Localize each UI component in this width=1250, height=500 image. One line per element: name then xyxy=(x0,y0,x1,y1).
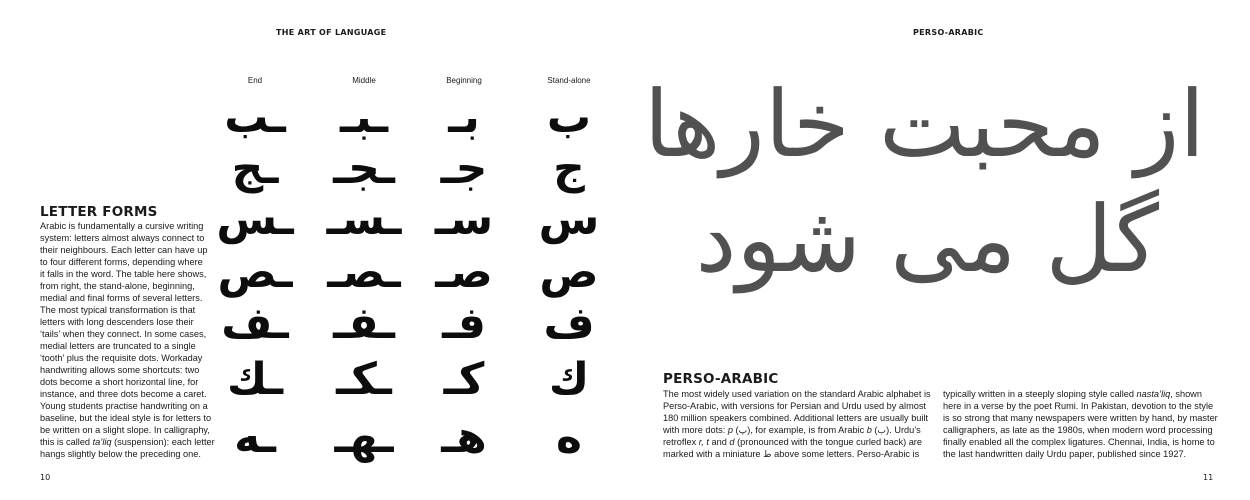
letter-form-standalone-row-3: س xyxy=(538,194,600,245)
body-line xyxy=(40,436,214,448)
table-header-beginning: Beginning xyxy=(446,76,482,85)
body-line-text: , shown xyxy=(1170,389,1202,399)
body-line: from right, the stand-alone, beginning, xyxy=(40,281,195,291)
body-line: hangs slightly below the preceding one. xyxy=(40,449,201,459)
letter-form-standalone-row-1: ب xyxy=(546,92,592,143)
running-head-left: THE ART OF LANGUAGE xyxy=(276,28,387,37)
body-line-text: retroflex xyxy=(663,437,699,447)
body-line-text: (پ), for example, is from Arabic xyxy=(732,425,867,435)
body-line: be written on a slight slope. In calligraphy, xyxy=(40,425,210,435)
letter-form-beginning-row-7: هـ xyxy=(441,412,487,463)
body-line: here in a verse by the poet Rumi. In Pakistan, devotion to the style xyxy=(943,401,1214,411)
body-line: ‘tooth’ plus the requisite dots. Workaday xyxy=(40,353,203,363)
body-line-text: (pronounced with the tongue curled back) are xyxy=(734,437,922,447)
nastaliq-calligraphy-image xyxy=(643,60,1205,340)
calligraphy-line-1: از محبت خارها xyxy=(643,71,1205,178)
letter-form-standalone-row-7: ه xyxy=(556,412,582,463)
body-line: Perso-Arabic, with versions for Persian and Urdu used by almost xyxy=(663,401,926,411)
body-line: medial and final forms of several letters. xyxy=(40,293,203,303)
body-line: their neighbours. Each letter can have up xyxy=(40,245,208,255)
body-line-text: with more dots: xyxy=(663,425,728,435)
letter-form-middle-row-1: ـبـ xyxy=(339,92,389,143)
body-line: 180 million speakers combined. Additional letters are usually built xyxy=(663,413,929,423)
page-number-left: 10 xyxy=(40,473,51,482)
letter-form-middle-row-3: ـسـ xyxy=(326,194,402,245)
body-line: The most widely used variation on the standard Arabic alphabet is xyxy=(663,389,931,399)
body-line: marked with a miniature ط above some letters. Perso-Arabic is xyxy=(663,449,920,459)
perso-arabic-body-column-2 xyxy=(943,388,1218,460)
running-head-right: PERSO-ARABIC xyxy=(913,28,984,37)
body-line: ‘tails’ when they connect. In some cases, xyxy=(40,329,207,339)
letter-form-middle-row-7: ـهـ xyxy=(334,412,394,463)
body-line: it falls in the word. The table here shows, xyxy=(40,269,207,279)
table-header-end: End xyxy=(247,76,263,85)
body-line xyxy=(663,436,926,448)
letter-form-standalone-row-2: ج xyxy=(553,143,585,194)
letter-form-middle-row-2: ـجـ xyxy=(333,143,395,194)
page-number-right: 11 xyxy=(1203,473,1214,482)
italic-term-taliq: ta’liq xyxy=(92,437,112,447)
table-header-middle: Middle xyxy=(352,76,376,85)
body-line: Young students practise handwriting on a xyxy=(40,401,208,411)
body-line xyxy=(943,388,1211,400)
letter-form-beginning-row-2: جـ xyxy=(440,143,488,194)
body-line: baseline, but the ideal style is for letters to xyxy=(40,413,212,423)
body-line: to four different forms, depending where xyxy=(40,257,203,267)
italic-letters-r-t: r, t xyxy=(698,437,709,447)
body-line: dots become a short horizontal line, for xyxy=(40,377,199,387)
table-header-stand-alone: Stand-alone xyxy=(547,76,591,85)
body-line-text: and xyxy=(708,437,730,447)
letter-form-middle-row-5: ـفـ xyxy=(333,298,395,349)
letter-form-beginning-row-5: فـ xyxy=(442,298,486,349)
body-line: instance, and three dots become a caret. xyxy=(40,389,207,399)
body-line: system: letters almost always connect to xyxy=(40,233,205,243)
letter-form-end-row-2: ـج xyxy=(231,143,279,194)
letter-form-standalone-row-6: ك xyxy=(548,354,590,405)
body-line: The most typical transformation is that xyxy=(40,305,196,315)
body-line-text: (ب). Urdu’s xyxy=(871,425,921,435)
section-heading-perso-arabic: PERSO-ARABIC xyxy=(663,371,779,387)
letter-forms-body-text xyxy=(40,220,214,460)
letter-form-beginning-row-6: كـ xyxy=(443,354,485,405)
body-line-text: typically written in a steeply sloping style called xyxy=(943,389,1137,399)
letter-form-standalone-row-5: ف xyxy=(543,298,595,349)
perso-arabic-body-column-1 xyxy=(663,388,931,460)
body-line: Arabic is fundamentally a cursive writing xyxy=(40,221,204,231)
italic-term-nastaliq: nasta’liq xyxy=(1136,389,1171,399)
italic-letter-p: p xyxy=(727,425,733,435)
letter-form-end-row-5: ـف xyxy=(221,298,289,349)
letter-form-middle-row-6: ـكـ xyxy=(336,354,392,405)
body-line: is so strong that many newspapers were written by hand, by master xyxy=(943,413,1218,423)
letter-form-standalone-row-4: ص xyxy=(539,247,599,298)
letter-form-middle-row-4: ـصـ xyxy=(327,247,401,298)
letter-form-end-row-6: ـك xyxy=(226,354,284,405)
body-line: handwriting allows some shortcuts: two xyxy=(40,365,200,375)
italic-letter-b: b xyxy=(866,425,872,435)
body-line: calligraphers, as late as the 1980s, when modern word processing xyxy=(943,425,1213,435)
letter-form-beginning-row-4: صـ xyxy=(435,247,493,298)
body-line: medial letters are truncated to a single xyxy=(40,341,196,351)
letter-form-end-row-1: ـب xyxy=(224,92,286,143)
letter-form-beginning-row-1: بـ xyxy=(448,92,480,143)
body-line-text: this is called xyxy=(40,437,93,447)
right-page xyxy=(625,0,1250,500)
letter-form-end-row-3: ـس xyxy=(216,194,294,245)
section-heading-letter-forms: LETTER FORMS xyxy=(40,204,158,220)
letter-form-beginning-row-3: سـ xyxy=(434,194,494,245)
letter-form-end-row-7: ـه xyxy=(234,412,276,463)
body-line: finally enabled all the complex ligatures. Chennai, India, is home to xyxy=(943,437,1215,447)
body-line xyxy=(663,424,926,436)
letter-form-end-row-4: ـص xyxy=(217,247,293,298)
body-line-text: (suspension): each letter xyxy=(111,437,215,447)
body-line: the last handwritten daily Urdu paper, published since 1927. xyxy=(943,449,1187,459)
body-line: letters with long descenders lose their xyxy=(40,317,194,327)
calligraphy-line-2: گل می شود xyxy=(695,186,1159,293)
italic-letter-d: d xyxy=(729,437,735,447)
